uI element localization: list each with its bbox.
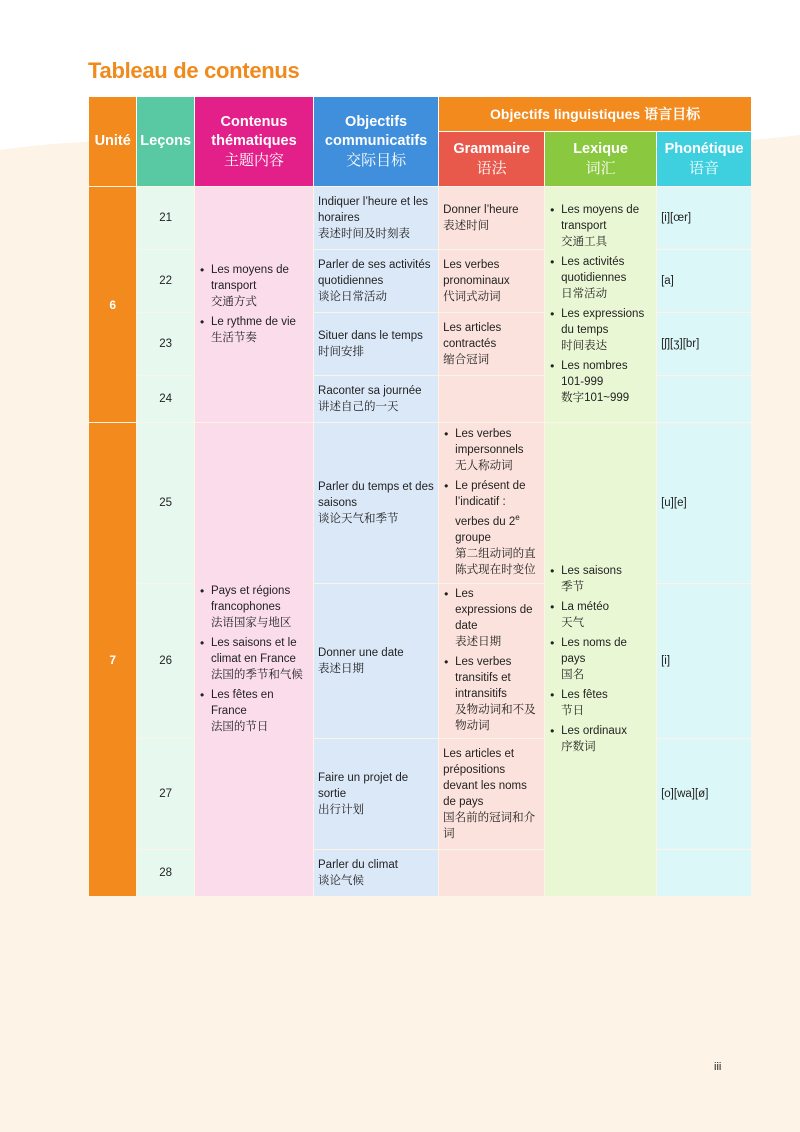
phonetique-cell [657, 376, 751, 422]
comm-cell: Raconter sa journée 讲述自己的一天 [314, 376, 438, 422]
list-item: • Les noms de pays 国名 [561, 635, 652, 683]
grammar-cell: Les verbes pronominaux 代词式动词 [439, 250, 544, 312]
lesson-number: 22 [137, 250, 194, 312]
list-item: • Les verbes transitifs et intransitifs 及物动词和不及物动词 [455, 654, 536, 734]
header-contenus-thematiques: Contenus thématiques 主题内容 [195, 97, 313, 186]
header-objectifs-linguistiques: Objectifs linguistiques 语言目标 [439, 97, 751, 131]
list-item: • Les moyens de transport 交通工具 [561, 202, 652, 250]
grammar-cell: Les articles contractés 缩合冠词 [439, 313, 544, 375]
lesson-number: 27 [137, 739, 194, 849]
list-item: • Les saisons 季节 [561, 563, 652, 595]
lesson-number: 23 [137, 313, 194, 375]
grammar-cell [439, 376, 544, 422]
phonetique-cell: [u][e] [657, 423, 751, 583]
list-item: • Les activités quotidiennes 日常活动 [561, 254, 652, 302]
list-item: • Les expressions du temps 时间表达 [561, 306, 652, 354]
grammar-cell [439, 850, 544, 896]
grammar-cell [439, 423, 544, 583]
grammar-cell: Les articles et prépositions devant les noms de pays 国名前的冠词和介词 [439, 739, 544, 849]
lesson-number: 24 [137, 376, 194, 422]
lexique-cell [545, 423, 656, 896]
comm-cell: Donner une date 表述日期 [314, 584, 438, 738]
list-item: • Les ordinaux 序数词 [561, 723, 652, 755]
grammar-cell [439, 584, 544, 738]
header-lexique: Lexique 词汇 [545, 132, 656, 186]
table-row [89, 423, 751, 583]
list-item: • Les moyens de transport 交通方式 [211, 262, 309, 310]
table-row [89, 187, 751, 249]
lexique-cell [545, 187, 656, 422]
contents-table [88, 96, 752, 897]
comm-cell: Faire un projet de sortie 出行计划 [314, 739, 438, 849]
phonetique-cell: [a] [657, 250, 751, 312]
lesson-number: 28 [137, 850, 194, 896]
lesson-number: 21 [137, 187, 194, 249]
phonetique-cell: [o][wa][ø] [657, 739, 751, 849]
header-phonetique: Phonétique 语音 [657, 132, 751, 186]
comm-cell: Parler du climat 谈论气候 [314, 850, 438, 896]
list-item: • Les nombres 101-999 数字101~999 [561, 358, 652, 406]
phonetique-cell: [i] [657, 584, 751, 738]
comm-cell: Situer dans le temps 时间安排 [314, 313, 438, 375]
list-item: • Le présent de l’indicatif : verbes du 2e groupe 第二组动词的直陈式现在时变位 [455, 478, 536, 578]
list-item: • Les verbes impersonnels 无人称动词 [455, 426, 536, 474]
grammar-cell: Donner l’heure 表述时间 [439, 187, 544, 249]
phonetique-cell: [ʃ][ʒ][br] [657, 313, 751, 375]
phonetique-cell: [i][œr] [657, 187, 751, 249]
theme-cell [195, 187, 313, 422]
unit-number: 7 [89, 423, 136, 896]
header-lecons: Leçons [137, 97, 194, 186]
lesson-number: 26 [137, 584, 194, 738]
header-unite: Unité [89, 97, 136, 186]
phonetique-cell [657, 850, 751, 896]
header-objectifs-communicatifs: Objectifs communicatifs 交际目标 [314, 97, 438, 186]
list-item: • Pays et régions francophones 法语国家与地区 [211, 583, 309, 631]
list-item: • Les saisons et le climat en France 法国的季节和气候 [211, 635, 309, 683]
list-item: • Les fêtes 节日 [561, 687, 652, 719]
unit-number: 6 [89, 187, 136, 422]
list-item: • Les fêtes en France 法国的节日 [211, 687, 309, 735]
header-grammaire: Grammaire 语法 [439, 132, 544, 186]
comm-cell: Parler de ses activités quotidiennes 谈论日常活动 [314, 250, 438, 312]
list-item: • La météo 天气 [561, 599, 652, 631]
list-item: • Les expressions de date 表述日期 [455, 586, 536, 650]
theme-cell [195, 423, 313, 896]
page-number: iii [714, 1061, 722, 1073]
comm-cell: Indiquer l’heure et les horaires 表述时间及时刻表 [314, 187, 438, 249]
comm-cell: Parler du temps et des saisons 谈论天气和季节 [314, 423, 438, 583]
lesson-number: 25 [137, 423, 194, 583]
page-title: Tableau de contenus [88, 58, 300, 83]
list-item: • Le rythme de vie 生活节奏 [211, 314, 309, 346]
